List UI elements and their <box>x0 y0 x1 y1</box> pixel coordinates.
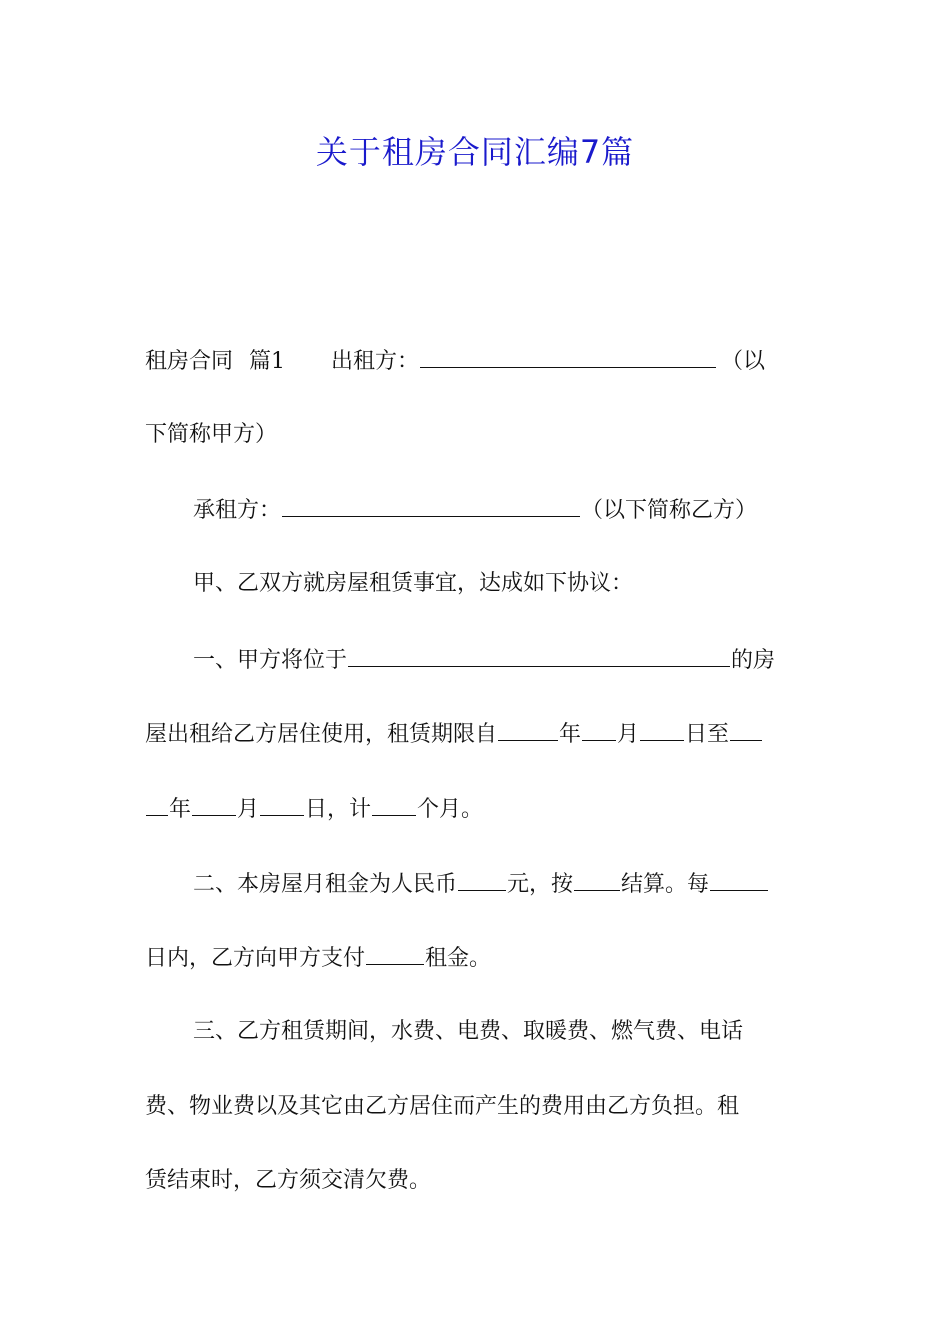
months-label: 个月。 <box>417 797 484 822</box>
period-blank <box>710 868 768 891</box>
end-day-blank <box>260 793 304 816</box>
contract-heading-line <box>145 345 810 377</box>
settlement-blank <box>574 868 620 891</box>
lessee-line <box>193 494 810 526</box>
clause-3-text-a: 三、乙方租赁期间，水费、电费、取暖费、燃气费、电话 <box>193 1019 744 1044</box>
clause-1-text-c: 屋出租给乙方居住使用，租赁期限自 <box>145 722 498 747</box>
clause-3-line-1 <box>193 1017 810 1047</box>
clause-2-line-2 <box>145 942 810 974</box>
start-day-blank <box>640 718 684 741</box>
document-title: 关于租房合同汇编7篇 <box>315 133 635 171</box>
rent-blank <box>458 868 506 891</box>
months-blank <box>372 793 416 816</box>
clause-3-text-b: 费、物业费以及其它由乙方居住而产生的费用由乙方负担。租 <box>145 1094 740 1119</box>
section-label: 篇1 <box>249 349 286 374</box>
start-month-blank <box>582 718 616 741</box>
clause-2-text-c: 结算。每 <box>621 872 710 897</box>
clause-3-text-c: 赁结束时，乙方须交清欠费。 <box>145 1168 432 1193</box>
month-label: 月 <box>237 797 260 822</box>
end-year-blank-start <box>730 718 762 741</box>
paragraph-line <box>145 420 810 450</box>
clause-3-line-3 <box>145 1166 810 1196</box>
lessor-note-start: （以 <box>721 349 766 374</box>
address-blank <box>348 644 730 667</box>
clause-1-line-2 <box>145 718 810 750</box>
agreement-intro <box>193 569 810 599</box>
contract-label: 租房合同 <box>145 349 234 374</box>
year-label: 年 <box>559 722 582 747</box>
clause-1-line-3 <box>145 793 810 825</box>
lessor-label: 出租方： <box>331 349 420 374</box>
year-label: 年 <box>169 797 192 822</box>
clause-2-text-a: 二、本房屋月租金为人民币 <box>193 872 458 897</box>
month-label: 月 <box>617 722 640 747</box>
clause-1-line-1 <box>193 644 810 676</box>
lessor-note-end: 下简称甲方） <box>145 422 278 447</box>
clause-1-text-b: 的房 <box>731 648 776 673</box>
payment-blank <box>366 942 424 965</box>
lessee-note: （以下简称乙方） <box>581 498 758 523</box>
lessor-blank <box>420 345 716 368</box>
lessee-blank <box>282 494 580 517</box>
end-month-blank <box>192 793 236 816</box>
clause-2-text-b: 元，按 <box>507 872 574 897</box>
clause-3-line-2 <box>145 1092 810 1122</box>
clause-2-text-d: 日内，乙方向甲方支付 <box>145 946 366 971</box>
clause-2-line-1 <box>193 868 810 900</box>
end-year-blank-end <box>146 793 168 816</box>
start-year-blank <box>498 718 558 741</box>
clause-1-text-a: 一、甲方将位于 <box>193 648 348 673</box>
day-to-label: 日至 <box>685 722 730 747</box>
lessee-label: 承租方： <box>193 498 282 523</box>
clause-2-text-e: 租金。 <box>425 946 492 971</box>
total-label: 日，计 <box>305 797 372 822</box>
agreement-intro-text: 甲、乙双方就房屋租赁事宜，达成如下协议： <box>193 571 634 596</box>
